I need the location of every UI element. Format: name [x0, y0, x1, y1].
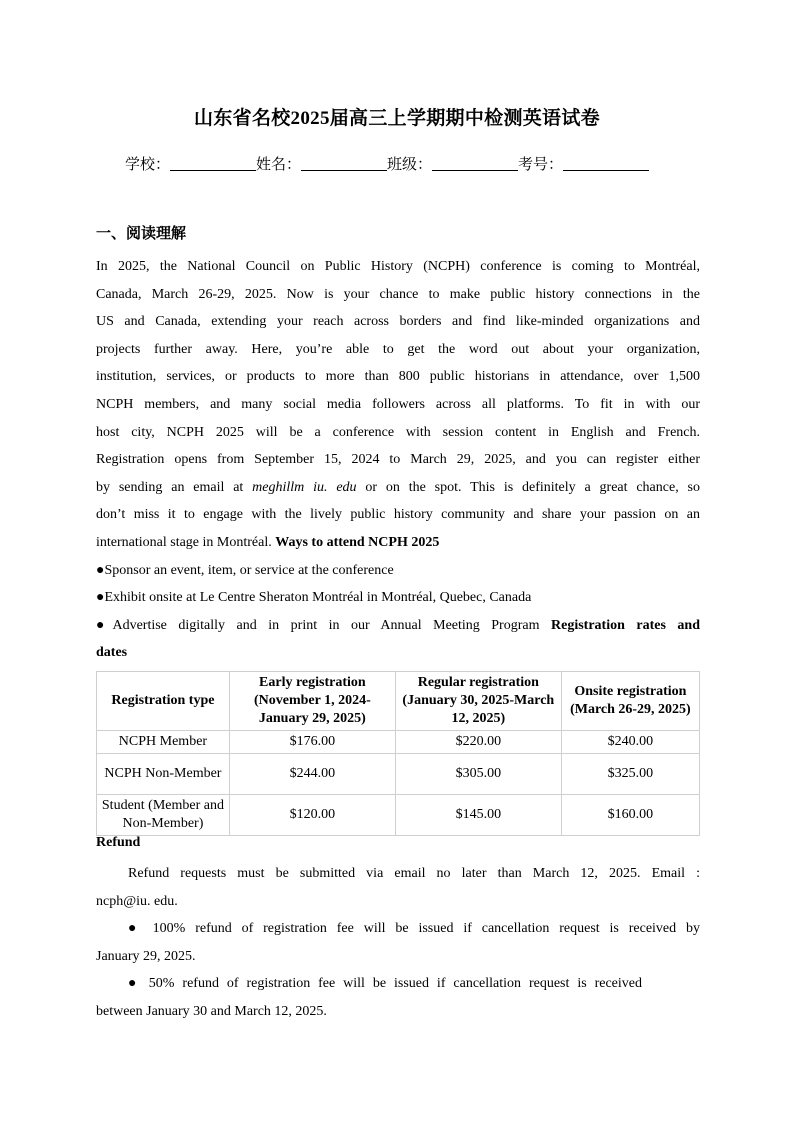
refund-line: ● 100% refund of registration fee will be issued if cancellation request is received by	[128, 921, 700, 937]
table-cell: $160.00	[561, 795, 699, 836]
reading-passage	[96, 253, 700, 667]
refund-line: Refund requests must be submitted via email no later than March 12, 2025. Email :	[128, 866, 700, 881]
table-header: Registration type	[97, 672, 230, 731]
page-title: 山东省名校2025届高三上学期期中检测英语试卷	[194, 108, 600, 129]
table-cell: $120.00	[229, 795, 395, 836]
table-header: Early registration (November 1, 2024-January 29, 2025)	[229, 672, 395, 731]
table-cell: Student (Member and Non-Member)	[97, 795, 230, 836]
refund-line: between January 30 and March 12, 2025.	[96, 1003, 327, 1019]
email-prefix: by sending an email at	[96, 479, 253, 495]
bullet-advertise	[96, 612, 700, 640]
table-cell: NCPH Non-Member	[97, 754, 230, 795]
id-label: 考号：	[518, 157, 564, 173]
school-field[interactable]	[170, 155, 256, 171]
refund-line: ● 50% refund of registration fee will be issued if cancellation request is received	[128, 976, 642, 992]
bullet-advertise-text: ●Advertise digitally and in print in our Annual Meeting Program	[96, 617, 551, 633]
passage-line: institution, services, or products to more than 800 public historians in attendance, over 1,500	[96, 369, 700, 385]
table-cell: $244.00	[229, 754, 395, 795]
table-header-row	[97, 672, 700, 731]
table-cell: $220.00	[395, 731, 561, 754]
table-cell: $305.00	[395, 754, 561, 795]
passage-line: host city, NCPH 2025 will be a conference with session content in English and French.	[96, 424, 700, 440]
table-cell: NCPH Member	[97, 731, 230, 754]
email-suffix: or on the spot. This is definitely a great chance, so	[356, 479, 700, 495]
class-field[interactable]	[432, 155, 518, 171]
refund-line: January 29, 2025.	[96, 948, 196, 964]
rates-heading-cont: dates	[96, 645, 128, 661]
refund-heading: Refund	[96, 835, 141, 850]
table-row	[97, 754, 700, 795]
student-info-row	[125, 153, 649, 174]
section-heading: 一、阅读理解	[96, 226, 187, 242]
table-header: Regular registration (January 30, 2025-March 12, 2025)	[395, 672, 561, 731]
table-cell: $145.00	[395, 795, 561, 836]
table-header: Onsite registration (March 26-29, 2025)	[561, 672, 699, 731]
passage-line: NCPH members, and many social media followers across all platforms. To fit in with our	[96, 396, 700, 412]
table-cell: $176.00	[229, 731, 395, 754]
passage-line: Canada, March 26-29, 2025. Now is your chance to make public history connections in the	[96, 286, 700, 302]
refund-section	[96, 860, 700, 1026]
ways-heading: Ways to attend NCPH 2025	[275, 534, 440, 550]
table-cell: $240.00	[561, 731, 699, 754]
id-field[interactable]	[563, 155, 649, 171]
bullet-sponsor: ●Sponsor an event, item, or service at the conference	[96, 562, 394, 578]
passage-line: Registration opens from September 15, 2024 to March 29, 2025, and you can register either	[96, 452, 700, 468]
passage-line-email	[96, 474, 700, 502]
name-label: 姓名：	[256, 157, 302, 173]
table-cell: $325.00	[561, 754, 699, 795]
bullet-exhibit: ●Exhibit onsite at Le Centre Sheraton Montréal in Montréal, Quebec, Canada	[96, 590, 532, 606]
registration-rates-table	[96, 671, 700, 836]
passage-line: US and Canada, extending your reach across borders and find like-minded organizations and	[96, 314, 700, 330]
school-label: 学校：	[125, 157, 171, 173]
refund-line: ncph@iu. edu.	[96, 893, 178, 909]
table-row	[97, 731, 700, 754]
passage-line: don’t miss it to engage with the lively public history community and share your passion on an	[96, 507, 700, 523]
passage-line: In 2025, the National Council on Public History (NCPH) conference is coming to Montréal,	[96, 259, 700, 274]
passage-line: projects further away. Here, you’re able to get the word out about your organization,	[96, 341, 700, 357]
passage-line-text: international stage in Montréal.	[96, 534, 276, 550]
table-row	[97, 795, 700, 836]
class-label: 班级：	[387, 157, 433, 173]
email-address: meghillm iu. edu	[252, 479, 357, 495]
name-field[interactable]	[301, 155, 387, 171]
rates-heading: Registration rates and	[551, 617, 700, 633]
passage-line-ways	[96, 529, 700, 557]
